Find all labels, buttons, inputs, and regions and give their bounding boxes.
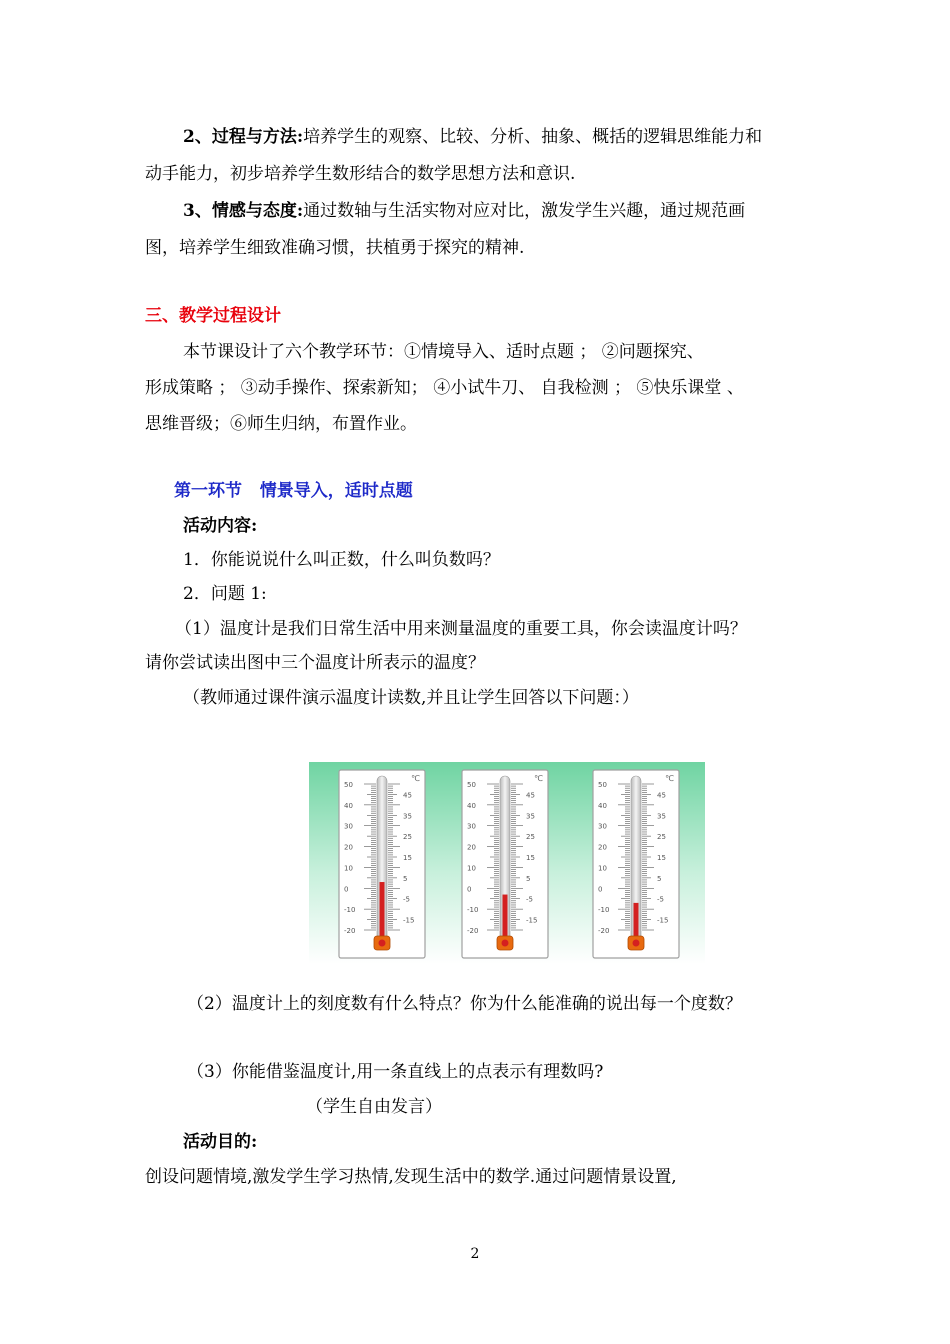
process-method-text-1: 培养学生的观察、比较、分析、抽象、概括的逻辑思维能力和 — [303, 127, 763, 147]
scale-label-right: -15 — [526, 916, 538, 925]
scale-label-left: 10 — [467, 864, 476, 873]
scale-label-left: 40 — [467, 801, 476, 810]
bulb-core — [633, 940, 640, 947]
scale-label-right: 35 — [526, 812, 535, 821]
section-3-intro-3: 思维晋级；⑥师生归纳，布置作业。 — [145, 414, 417, 434]
bulb-core — [379, 940, 386, 947]
scale-label-left: -20 — [467, 927, 479, 935]
scale-label-left: 50 — [344, 781, 353, 789]
scale-label-left: -20 — [598, 927, 610, 935]
scale-label-left: 0 — [467, 885, 472, 894]
scale-label-right: 45 — [657, 791, 666, 800]
scale-label-right: 15 — [526, 854, 535, 862]
process-method-label: 2、过程与方法: — [183, 127, 304, 147]
section-3-heading: 三、教学过程设计 — [145, 306, 281, 326]
thermometer-3 — [593, 770, 679, 958]
question-2: 2．问题 1: — [183, 584, 267, 604]
scale-label-left: -10 — [598, 906, 610, 915]
scale-label-left: 0 — [598, 885, 603, 894]
scale-label-left: -20 — [344, 927, 356, 935]
question-2-2: （2）温度计上的刻度数有什么特点？你为什么能准确的说出每一个度数？ — [187, 994, 742, 1014]
question-2-1a: （1）温度计是我们日常生活中用来测量温度的重要工具，你会读温度计吗？ — [175, 619, 747, 639]
scale-label-right: 25 — [657, 833, 666, 842]
scale-label-left: -10 — [467, 906, 479, 915]
scale-label-left: 20 — [467, 843, 476, 852]
scale-label-left: 40 — [344, 801, 353, 810]
student-note: （学生自由发言） — [306, 1097, 442, 1117]
scale-label-right: -5 — [403, 895, 410, 904]
stage-1-heading: 第一环节 情景导入，适时点题 — [174, 481, 413, 501]
section-3-intro-1: 本节课设计了六个教学环节：①情境导入、适时点题 ； ②问题探究、 — [183, 342, 704, 362]
scale-label-right: -15 — [657, 916, 669, 925]
scale-label-left: 20 — [344, 843, 353, 852]
activity-content-label: 活动内容: — [183, 516, 258, 536]
scale-label-right: -5 — [526, 895, 533, 904]
scale-label-right: 15 — [403, 854, 412, 862]
scale-label-right: 15 — [657, 854, 666, 862]
scale-label-left: -10 — [344, 906, 356, 915]
scale-label-left: 10 — [344, 864, 353, 873]
scale-label-right: 25 — [403, 833, 412, 842]
emotion-attitude-text-2: 图，培养学生细致准确习惯，扶植勇于探究的精神. — [145, 238, 525, 258]
question-2-1b: 请你尝试读出图中三个温度计所表示的温度？ — [145, 653, 485, 673]
question-2-3: （3）你能借鉴温度计,用一条直线上的点表示有理数吗? — [187, 1062, 604, 1082]
emotion-attitude-text-1: 通过数轴与生活实物对应对比，激发学生兴趣，通过规范画 — [303, 201, 746, 221]
liquid-column — [380, 882, 385, 943]
bulb-core — [502, 940, 509, 947]
scale-label-right: -15 — [403, 916, 415, 925]
scale-label-left: 30 — [598, 822, 607, 831]
scale-label-left: 50 — [467, 781, 476, 789]
page-number: 2 — [470, 1246, 480, 1262]
scale-label-left: 0 — [344, 885, 349, 894]
teacher-note: （教师通过课件演示温度计读数,并且让学生回答以下问题：） — [183, 688, 639, 708]
scale-label-right: 5 — [526, 874, 531, 883]
process-method-line-1 — [183, 125, 762, 149]
scale-label-right: 35 — [657, 812, 666, 821]
unit-label: ℃ — [665, 774, 674, 783]
unit-label: ℃ — [534, 774, 543, 783]
scale-label-right: 45 — [403, 791, 412, 800]
process-method-text-2: 动手能力，初步培养学生数形结合的数学思想方法和意识. — [145, 164, 576, 184]
scale-label-right: -5 — [657, 895, 664, 904]
scale-label-left: 40 — [598, 801, 607, 810]
scale-label-left: 50 — [598, 781, 607, 789]
scale-label-right: 25 — [526, 833, 535, 842]
activity-purpose-text: 创设问题情境,激发学生学习热情,发现生活中的数学.通过问题情景设置, — [145, 1167, 677, 1187]
activity-purpose-label: 活动目的: — [183, 1132, 258, 1152]
unit-label: ℃ — [411, 774, 420, 783]
scale-label-right: 35 — [403, 812, 412, 821]
scale-label-right: 5 — [657, 874, 662, 883]
scale-label-left: 10 — [598, 864, 607, 873]
scale-label-right: 5 — [403, 874, 408, 883]
thermometer-figure — [309, 762, 705, 964]
scale-label-left: 30 — [344, 822, 353, 831]
emotion-attitude-label: 3、情感与态度: — [183, 201, 304, 221]
thermometer-2 — [462, 770, 548, 958]
thermometer-1 — [339, 770, 425, 958]
scale-label-right: 45 — [526, 791, 535, 800]
scale-label-left: 20 — [598, 843, 607, 852]
section-3-intro-2: 形成策略 ； ③动手操作、探索新知； ④小试牛刀、 自我检测 ； ⑤快乐课堂 、 — [145, 378, 744, 398]
emotion-attitude-line-1 — [183, 199, 745, 223]
question-1: 1．你能说说什么叫正数，什么叫负数吗？ — [183, 550, 500, 570]
scale-label-left: 30 — [467, 822, 476, 831]
